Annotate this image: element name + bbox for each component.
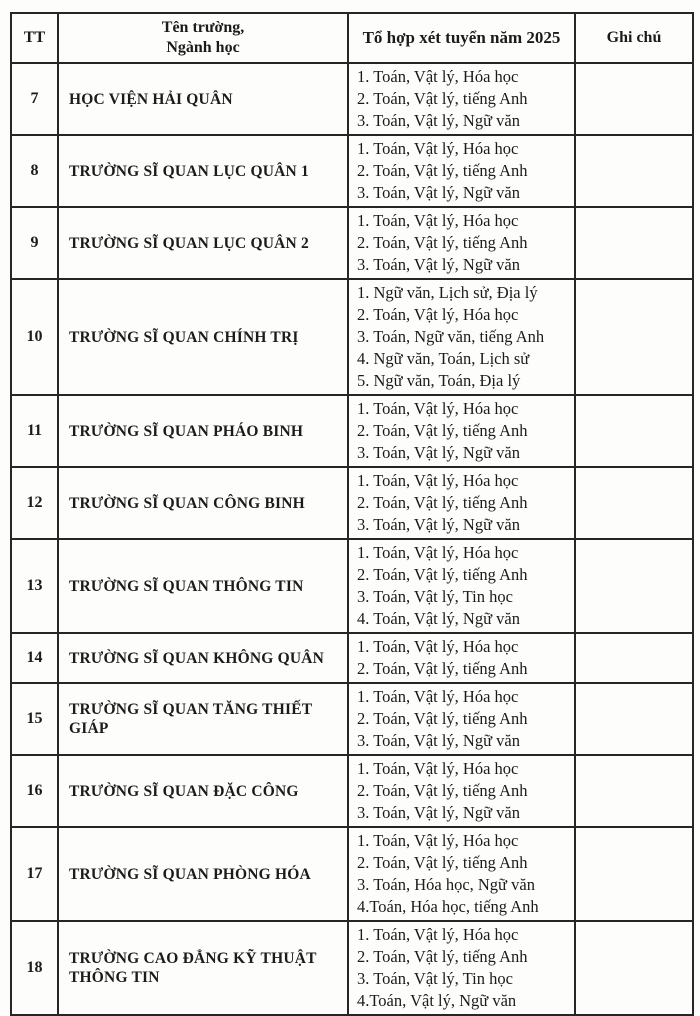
school-name: TRƯỜNG SĨ QUAN CHÍNH TRỊ (58, 279, 348, 395)
table-body (11, 63, 693, 1015)
combo-line: 1. Toán, Vật lý, Hóa học (357, 543, 519, 562)
subject-combinations-cell (348, 633, 575, 683)
school-name: HỌC VIỆN HẢI QUÂN (58, 63, 348, 135)
row-number: 7 (11, 63, 58, 135)
school-name: TRƯỜNG SĨ QUAN CÔNG BINH (58, 467, 348, 539)
combo-line: 2. Toán, Vật lý, tiếng Anh (357, 161, 528, 180)
table-header (11, 13, 693, 63)
subject-combinations-cell (348, 683, 575, 755)
combo-line: 2. Toán, Vật lý, tiếng Anh (357, 853, 528, 872)
row-number: 12 (11, 467, 58, 539)
row-number: 15 (11, 683, 58, 755)
table-row (11, 279, 693, 395)
row-number: 8 (11, 135, 58, 207)
table-row (11, 467, 693, 539)
subject-combinations-cell (348, 467, 575, 539)
table-row (11, 755, 693, 827)
note-cell (575, 755, 693, 827)
subject-combinations-cell (348, 279, 575, 395)
combo-line: 3. Toán, Vật lý, Ngữ văn (357, 111, 520, 130)
combo-line: 1. Toán, Vật lý, Hóa học (357, 687, 519, 706)
school-name: TRƯỜNG SĨ QUAN PHÒNG HÓA (58, 827, 348, 921)
note-cell (575, 207, 693, 279)
combo-line: 3. Toán, Ngữ văn, tiếng Anh (357, 327, 545, 346)
subject-combinations-cell (348, 207, 575, 279)
note-cell (575, 683, 693, 755)
combo-line: 3. Toán, Vật lý, Ngữ văn (357, 731, 520, 750)
combo-line: 1. Toán, Vật lý, Hóa học (357, 399, 519, 418)
combo-line: 4.Toán, Hóa học, tiếng Anh (357, 897, 539, 916)
row-number: 18 (11, 921, 58, 1015)
table-row (11, 395, 693, 467)
school-name: TRƯỜNG CAO ĐẲNG KỸ THUẬT THÔNG TIN (58, 921, 348, 1015)
row-number: 16 (11, 755, 58, 827)
header-school-name (58, 13, 348, 63)
combo-line: 2. Toán, Vật lý, tiếng Anh (357, 233, 528, 252)
table-row (11, 63, 693, 135)
subject-combinations-cell (348, 135, 575, 207)
combo-line: 1. Toán, Vật lý, Hóa học (357, 759, 519, 778)
combo-line: 1. Toán, Vật lý, Hóa học (357, 67, 519, 86)
note-cell (575, 467, 693, 539)
combo-line: 4.Toán, Vật lý, Ngữ văn (357, 991, 517, 1010)
combo-line: 1. Toán, Vật lý, Hóa học (357, 831, 519, 850)
combo-line: 3. Toán, Vật lý, Ngữ văn (357, 255, 520, 274)
combo-line: 1. Toán, Vật lý, Hóa học (357, 211, 519, 230)
note-cell (575, 921, 693, 1015)
combo-line: 3. Toán, Hóa học, Ngữ văn (357, 875, 535, 894)
combo-line: 2. Toán, Vật lý, Hóa học (357, 305, 519, 324)
table-row (11, 921, 693, 1015)
table-row (11, 135, 693, 207)
header-notes: Ghi chú (575, 13, 693, 63)
combo-line: 1. Toán, Vật lý, Hóa học (357, 637, 519, 656)
combo-line: 1. Ngữ văn, Lịch sử, Địa lý (357, 283, 538, 302)
table-row (11, 633, 693, 683)
row-number: 14 (11, 633, 58, 683)
note-cell (575, 827, 693, 921)
combo-line: 1. Toán, Vật lý, Hóa học (357, 925, 519, 944)
combo-line: 4. Toán, Vật lý, Ngữ văn (357, 609, 520, 628)
school-name: TRƯỜNG SĨ QUAN PHÁO BINH (58, 395, 348, 467)
combo-line: 1. Toán, Vật lý, Hóa học (357, 139, 519, 158)
combo-line: 2. Toán, Vật lý, tiếng Anh (357, 709, 528, 728)
header-school-line2: Ngành học (166, 39, 240, 56)
note-cell (575, 279, 693, 395)
combo-line: 3. Toán, Vật lý, Tin học (357, 969, 513, 988)
combo-line: 3. Toán, Vật lý, Tin học (357, 587, 513, 606)
combo-line: 2. Toán, Vật lý, tiếng Anh (357, 781, 528, 800)
combo-line: 4. Ngữ văn, Toán, Lịch sử (357, 349, 530, 368)
subject-combinations-cell (348, 827, 575, 921)
combo-line: 3. Toán, Vật lý, Ngữ văn (357, 183, 520, 202)
table-row (11, 207, 693, 279)
school-name: TRƯỜNG SĨ QUAN LỤC QUÂN 1 (58, 135, 348, 207)
header-combos-2025: Tổ hợp xét tuyển năm 2025 (348, 13, 575, 63)
combo-line: 2. Toán, Vật lý, tiếng Anh (357, 565, 528, 584)
admission-combinations-table (10, 12, 694, 1016)
combo-line: 1. Toán, Vật lý, Hóa học (357, 471, 519, 490)
subject-combinations-cell (348, 395, 575, 467)
school-name: TRƯỜNG SĨ QUAN THÔNG TIN (58, 539, 348, 633)
combo-line: 2. Toán, Vật lý, tiếng Anh (357, 421, 528, 440)
table-row (11, 827, 693, 921)
school-name: TRƯỜNG SĨ QUAN LỤC QUÂN 2 (58, 207, 348, 279)
combo-line: 2. Toán, Vật lý, tiếng Anh (357, 947, 528, 966)
note-cell (575, 633, 693, 683)
table-row (11, 683, 693, 755)
school-name: TRƯỜNG SĨ QUAN ĐẶC CÔNG (58, 755, 348, 827)
note-cell (575, 395, 693, 467)
combo-line: 3. Toán, Vật lý, Ngữ văn (357, 515, 520, 534)
combo-line: 5. Ngữ văn, Toán, Địa lý (357, 371, 521, 390)
subject-combinations-cell (348, 921, 575, 1015)
note-cell (575, 135, 693, 207)
note-cell (575, 539, 693, 633)
school-name: TRƯỜNG SĨ QUAN KHÔNG QUÂN (58, 633, 348, 683)
combo-line: 2. Toán, Vật lý, tiếng Anh (357, 493, 528, 512)
header-tt: TT (11, 13, 58, 63)
row-number: 17 (11, 827, 58, 921)
subject-combinations-cell (348, 539, 575, 633)
subject-combinations-cell (348, 755, 575, 827)
subject-combinations-cell (348, 63, 575, 135)
row-number: 9 (11, 207, 58, 279)
school-name: TRƯỜNG SĨ QUAN TĂNG THIẾT GIÁP (58, 683, 348, 755)
combo-line: 3. Toán, Vật lý, Ngữ văn (357, 443, 520, 462)
row-number: 11 (11, 395, 58, 467)
combo-line: 2. Toán, Vật lý, tiếng Anh (357, 659, 528, 678)
note-cell (575, 63, 693, 135)
row-number: 13 (11, 539, 58, 633)
table-row (11, 539, 693, 633)
combo-line: 2. Toán, Vật lý, tiếng Anh (357, 89, 528, 108)
combo-line: 3. Toán, Vật lý, Ngữ văn (357, 803, 520, 822)
header-school-line1: Tên trường, (161, 19, 245, 36)
row-number: 10 (11, 279, 58, 395)
